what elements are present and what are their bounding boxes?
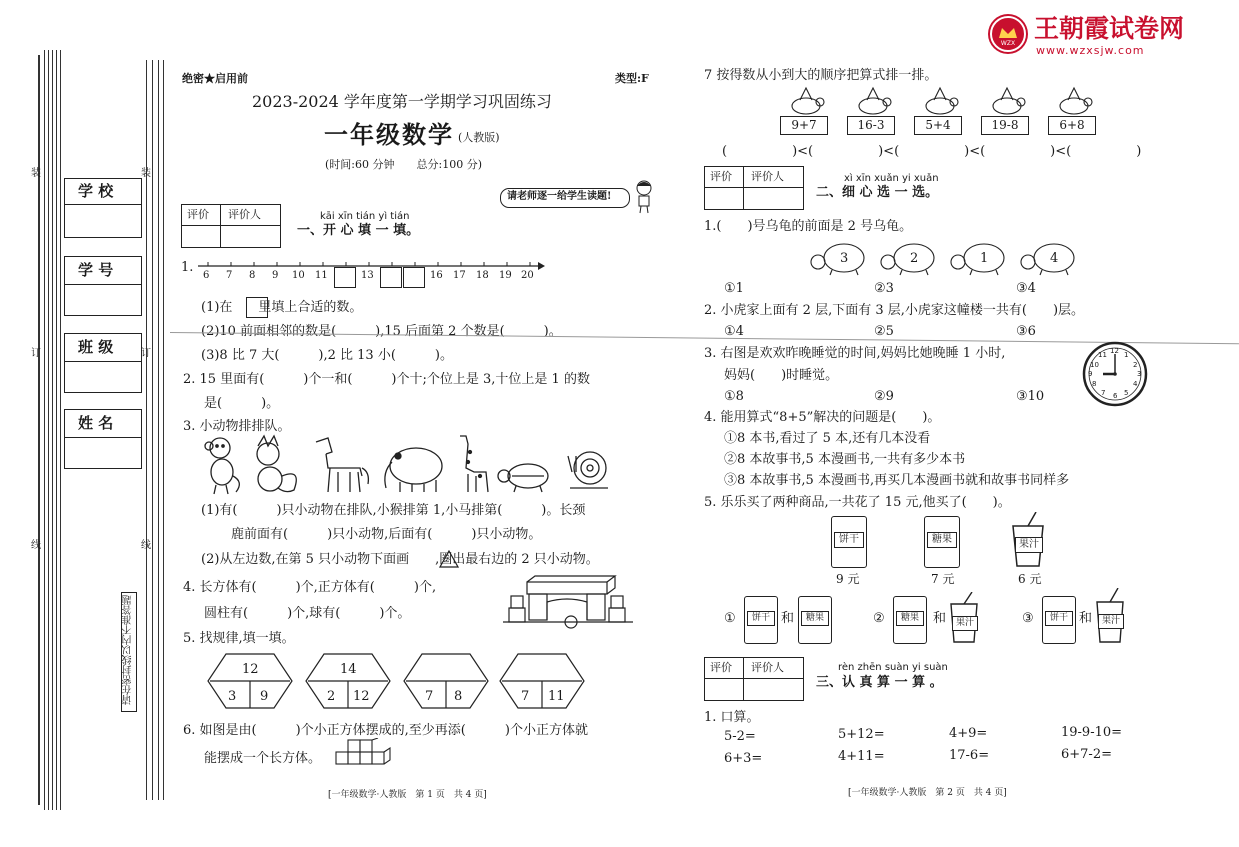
eval-label-2: 评价 bbox=[710, 170, 732, 183]
s2-q2-opt-3[interactable]: ③6 bbox=[1016, 324, 1036, 339]
time-score: (时间:60 分钟 总分:100 分) bbox=[325, 158, 482, 171]
s2-q3-text-a: 3. 右图是欢欢昨晚睡觉的时间,妈妈比她晚睡 1 小时, bbox=[704, 346, 1006, 361]
school-label: 学 校 bbox=[78, 182, 114, 200]
girl-icon bbox=[632, 178, 656, 218]
hex-4[interactable] bbox=[498, 652, 586, 714]
school-field[interactable] bbox=[64, 204, 142, 238]
clock-1: 1 bbox=[1124, 351, 1129, 359]
q1-1-text: (1)在 里填上合适的数。 bbox=[201, 300, 363, 315]
bind-mark-2: 装 bbox=[141, 168, 151, 179]
opt2-and: 和 bbox=[933, 611, 947, 626]
no-answer-note-box bbox=[121, 592, 137, 712]
s2-q4-opt-3[interactable]: ③8 本故事书,5 本漫画书,再买几本漫画书就和故事书同样多 bbox=[724, 473, 1070, 488]
no-answer-note: 请在密封线以内不准答题 bbox=[123, 595, 134, 705]
student-id-label: 学 号 bbox=[78, 261, 114, 279]
s2-q1-opt-1[interactable]: ①1 bbox=[724, 281, 744, 296]
turtle-3-label: 3 bbox=[840, 251, 849, 266]
nl-11: 11 bbox=[315, 270, 328, 281]
turtle-icon bbox=[498, 464, 548, 492]
clock-8: 8 bbox=[1092, 380, 1097, 388]
edition-label: (人教版) bbox=[458, 131, 500, 144]
calc-2-2[interactable]: 4+11= bbox=[838, 749, 885, 764]
s2-q4-opt-1[interactable]: ①8 本书,看过了 5 本,还有几本没看 bbox=[724, 431, 931, 446]
calc-2-1[interactable]: 6+3= bbox=[724, 751, 763, 766]
hex-3-right: 8 bbox=[454, 689, 463, 704]
expr-card-5: 6+8 bbox=[1048, 116, 1096, 135]
s2-q4-opt-2[interactable]: ②8 本故事书,5 本漫画书,一共有多少本书 bbox=[724, 452, 966, 467]
evaluator-label-3: 评价人 bbox=[751, 661, 784, 674]
nl-10: 10 bbox=[292, 270, 305, 281]
juice-cup-label: 果汁 bbox=[1015, 537, 1043, 553]
s2-q2-text: 2. 小虎家上面有 2 层,下面有 3 层,小虎家这幢楼一共有( )层。 bbox=[704, 303, 1085, 318]
q1-1-box-icon bbox=[246, 297, 268, 318]
page1-footer: [一年级数学·人教版 第 1 页 共 4 页] bbox=[328, 790, 487, 800]
nl-18: 18 bbox=[476, 270, 489, 281]
nl-17: 17 bbox=[453, 270, 466, 281]
cookie-price: 9 元 bbox=[836, 572, 860, 586]
candy-price: 7 元 bbox=[931, 572, 955, 586]
s2-q2-opt-2[interactable]: ②5 bbox=[874, 324, 894, 339]
animals-row bbox=[198, 432, 618, 500]
hex-3[interactable] bbox=[402, 652, 490, 714]
calc-2-3[interactable]: 17-6= bbox=[949, 748, 990, 763]
clock-4: 4 bbox=[1133, 380, 1138, 388]
s2-q5-opt-1-num[interactable]: ① bbox=[724, 611, 736, 626]
expr-card-2: 16-3 bbox=[847, 116, 895, 135]
elephant-icon bbox=[385, 448, 442, 492]
subject-title: 一年级数学 bbox=[324, 120, 454, 149]
opt3-cookie-label: 饼干 bbox=[1045, 611, 1073, 626]
nl-8: 8 bbox=[249, 270, 256, 281]
hex-2-top: 14 bbox=[340, 662, 357, 677]
s2-q5-opt-2-num[interactable]: ② bbox=[873, 611, 885, 626]
q3-1-text-a: (1)有( )只小动物在排队,小猴排第 1,小马排第( )。长颈 bbox=[201, 503, 586, 518]
nl-blank-15[interactable] bbox=[403, 267, 425, 288]
hex-2-right: 12 bbox=[353, 689, 370, 704]
q2-text-a: 2. 15 里面有( )个一和( )个十;个位上是 3,十位上是 1 的数 bbox=[183, 372, 590, 387]
expr-card-3: 5+4 bbox=[914, 116, 962, 135]
turtle-2-label: 2 bbox=[910, 251, 919, 266]
q3-2-text: (2)从左边数,在第 5 只小动物下面画 ,圈出最右边的 2 只小动物。 bbox=[201, 552, 599, 567]
clock-10: 10 bbox=[1090, 361, 1099, 369]
fox-icon bbox=[257, 436, 296, 492]
opt2-juice-label: 果汁 bbox=[952, 616, 978, 631]
bind-mark-3: 订 bbox=[31, 348, 41, 359]
evaluator-label-1: 评价人 bbox=[228, 208, 261, 221]
bind-mark-1: 装 bbox=[31, 168, 41, 179]
q7-order[interactable]: ( )<( )<( )<( )<( ) bbox=[722, 144, 1142, 159]
nl-16: 16 bbox=[430, 270, 443, 281]
section2-title: 二、细 心 选 一 选。 bbox=[816, 185, 939, 200]
hex-1-right: 9 bbox=[260, 689, 269, 704]
hex-4-right: 11 bbox=[548, 689, 565, 704]
nl-20: 20 bbox=[521, 270, 534, 281]
q7-text: 7 按得数从小到大的顺序把算式排一排。 bbox=[704, 68, 938, 83]
page2-footer: [一年级数学·人教版 第 2 页 共 4 页] bbox=[848, 788, 1007, 798]
name-field[interactable] bbox=[64, 437, 142, 469]
hex-1-left: 3 bbox=[228, 689, 237, 704]
clock-5: 5 bbox=[1124, 389, 1129, 397]
expr-card-1: 9+7 bbox=[780, 116, 828, 135]
s2-q3-opt-2[interactable]: ②9 bbox=[874, 389, 894, 404]
section1-title: 一、开 心 填 一 填。 bbox=[297, 223, 420, 238]
section3-pinyin: rèn zhēn suàn yi suàn bbox=[838, 662, 948, 673]
calc-1-3[interactable]: 4+9= bbox=[949, 726, 988, 741]
hex-2-left: 2 bbox=[327, 689, 336, 704]
nl-13: 13 bbox=[361, 270, 374, 281]
hex-3-left: 7 bbox=[425, 689, 434, 704]
clock-12: 12 bbox=[1110, 347, 1119, 355]
opt2-candy-label: 糖果 bbox=[896, 611, 924, 626]
expr-card-4: 19-8 bbox=[981, 116, 1029, 135]
s2-q5-opt-3-num[interactable]: ③ bbox=[1022, 611, 1034, 626]
giraffe-icon bbox=[460, 436, 488, 492]
clock-9: 9 bbox=[1088, 370, 1093, 378]
bind-mark-6: 线 bbox=[141, 540, 151, 551]
nl-9: 9 bbox=[272, 270, 279, 281]
q4-text-b: 圆柱有( )个,球有( )个。 bbox=[204, 606, 411, 621]
evaluator-label-2: 评价人 bbox=[751, 170, 784, 183]
calc-1-2[interactable]: 5+12= bbox=[838, 727, 885, 742]
monkey-icon bbox=[205, 438, 239, 494]
turtle-4-label: 4 bbox=[1050, 251, 1059, 266]
s2-q3-text-b: 妈妈( )时睡觉。 bbox=[724, 368, 839, 383]
q3-1-text-b: 鹿前面有( )只小动物,后面有( )只小动物。 bbox=[231, 527, 542, 542]
s2-q2-opt-1[interactable]: ①4 bbox=[724, 324, 744, 339]
q5-text: 5. 找规律,填一填。 bbox=[183, 631, 295, 646]
student-id-field[interactable] bbox=[64, 284, 142, 316]
brand-logo bbox=[988, 14, 1028, 54]
q1-2-text: (2)10 前面相邻的数是( ),15 后面第 2 个数是( )。 bbox=[201, 324, 562, 339]
q4-text-a: 4. 长方体有( )个,正方体有( )个, bbox=[183, 580, 437, 595]
name-label: 姓 名 bbox=[78, 414, 114, 432]
bind-mark-4: 订 bbox=[141, 348, 151, 359]
s2-q3-opt-1[interactable]: ①8 bbox=[724, 389, 744, 404]
clock-3: 3 bbox=[1137, 370, 1142, 378]
opt3-juice-label: 果汁 bbox=[1098, 614, 1124, 629]
nl-19: 19 bbox=[499, 270, 512, 281]
s2-q4-text: 4. 能用算式“8+5”解决的问题是( )。 bbox=[704, 410, 941, 425]
nl-7: 7 bbox=[226, 270, 233, 281]
s3-q1-text: 1. 口算。 bbox=[704, 710, 760, 725]
teacher-note: 请老师逐一给学生读题! bbox=[507, 191, 612, 202]
juice-price: 6 元 bbox=[1018, 572, 1042, 586]
brand-url[interactable]: www.wzxsjw.com bbox=[1036, 44, 1145, 57]
s2-q5-text: 5. 乐乐买了两种商品,一共花了 15 元,他买了( )。 bbox=[704, 495, 1011, 510]
blocks-figure bbox=[503, 572, 643, 636]
q6-text-a: 6. 如图是由( )个小正方体摆成的,至少再添( )个小正方体就 bbox=[183, 723, 588, 738]
snail-icon bbox=[568, 452, 608, 488]
opt1-candy-label: 糖果 bbox=[801, 611, 829, 626]
brand-name: 王朝霞试卷网 bbox=[1034, 14, 1185, 43]
opt1-cookie-label: 饼干 bbox=[747, 611, 775, 626]
q1-number: 1. bbox=[181, 260, 194, 275]
section2-pinyin: xì xīn xuǎn yi xuǎn bbox=[844, 173, 939, 184]
s2-q1-text: 1.( )号乌龟的前面是 2 号乌龟。 bbox=[704, 219, 913, 234]
q1-3-text: (3)8 比 7 大( ),2 比 13 小( )。 bbox=[201, 348, 453, 363]
section1-pinyin: kāi xīn tián yì tián bbox=[320, 211, 410, 222]
bind-mark-5: 线 bbox=[31, 540, 41, 551]
eval-label-1: 评价 bbox=[187, 208, 209, 221]
eval-label-3: 评价 bbox=[710, 661, 732, 674]
nl-blank-14[interactable] bbox=[380, 267, 402, 288]
type-label: 类型:F bbox=[615, 72, 649, 85]
q3-text: 3. 小动物排排队。 bbox=[183, 419, 291, 434]
class-label: 班 级 bbox=[78, 338, 114, 356]
calc-1-4[interactable]: 19-9-10= bbox=[1061, 725, 1123, 740]
q2-text-b: 是( )。 bbox=[204, 396, 280, 411]
turtle-1-label: 1 bbox=[980, 251, 989, 266]
calc-1-1[interactable]: 5-2= bbox=[724, 729, 756, 744]
hex-1-top: 12 bbox=[242, 662, 259, 677]
clock-7: 7 bbox=[1101, 389, 1106, 397]
clock-11: 11 bbox=[1098, 351, 1107, 359]
opt3-and: 和 bbox=[1079, 611, 1093, 626]
horse-icon bbox=[316, 438, 368, 492]
calc-2-4[interactable]: 6+7-2= bbox=[1061, 747, 1112, 762]
s2-q1-opt-2[interactable]: ②3 bbox=[874, 281, 894, 296]
svg-text:WZX: WZX bbox=[1000, 40, 1016, 47]
triangle-icon bbox=[439, 550, 459, 572]
secret-label: 绝密★启用前 bbox=[182, 72, 248, 85]
q6-text-b: 能摆成一个长方体。 bbox=[204, 751, 322, 766]
nl-6: 6 bbox=[203, 270, 210, 281]
s2-q3-opt-3[interactable]: ③10 bbox=[1016, 389, 1045, 404]
opt1-and: 和 bbox=[781, 611, 795, 626]
candy-bag-label: 糖果 bbox=[927, 532, 957, 548]
hex-4-left: 7 bbox=[521, 689, 530, 704]
clock-2: 2 bbox=[1133, 361, 1138, 369]
nl-blank-12[interactable] bbox=[334, 267, 356, 288]
section3-title: 三、认 真 算 一 算 。 bbox=[816, 675, 943, 690]
cubes-figure bbox=[334, 738, 394, 772]
cookie-bag-label: 饼干 bbox=[834, 532, 864, 548]
class-field[interactable] bbox=[64, 361, 142, 393]
s2-q1-opt-3[interactable]: ③4 bbox=[1016, 281, 1036, 296]
term-title: 2023-2024 学年度第一学期学习巩固练习 bbox=[252, 92, 552, 111]
clock-6: 6 bbox=[1113, 392, 1118, 400]
